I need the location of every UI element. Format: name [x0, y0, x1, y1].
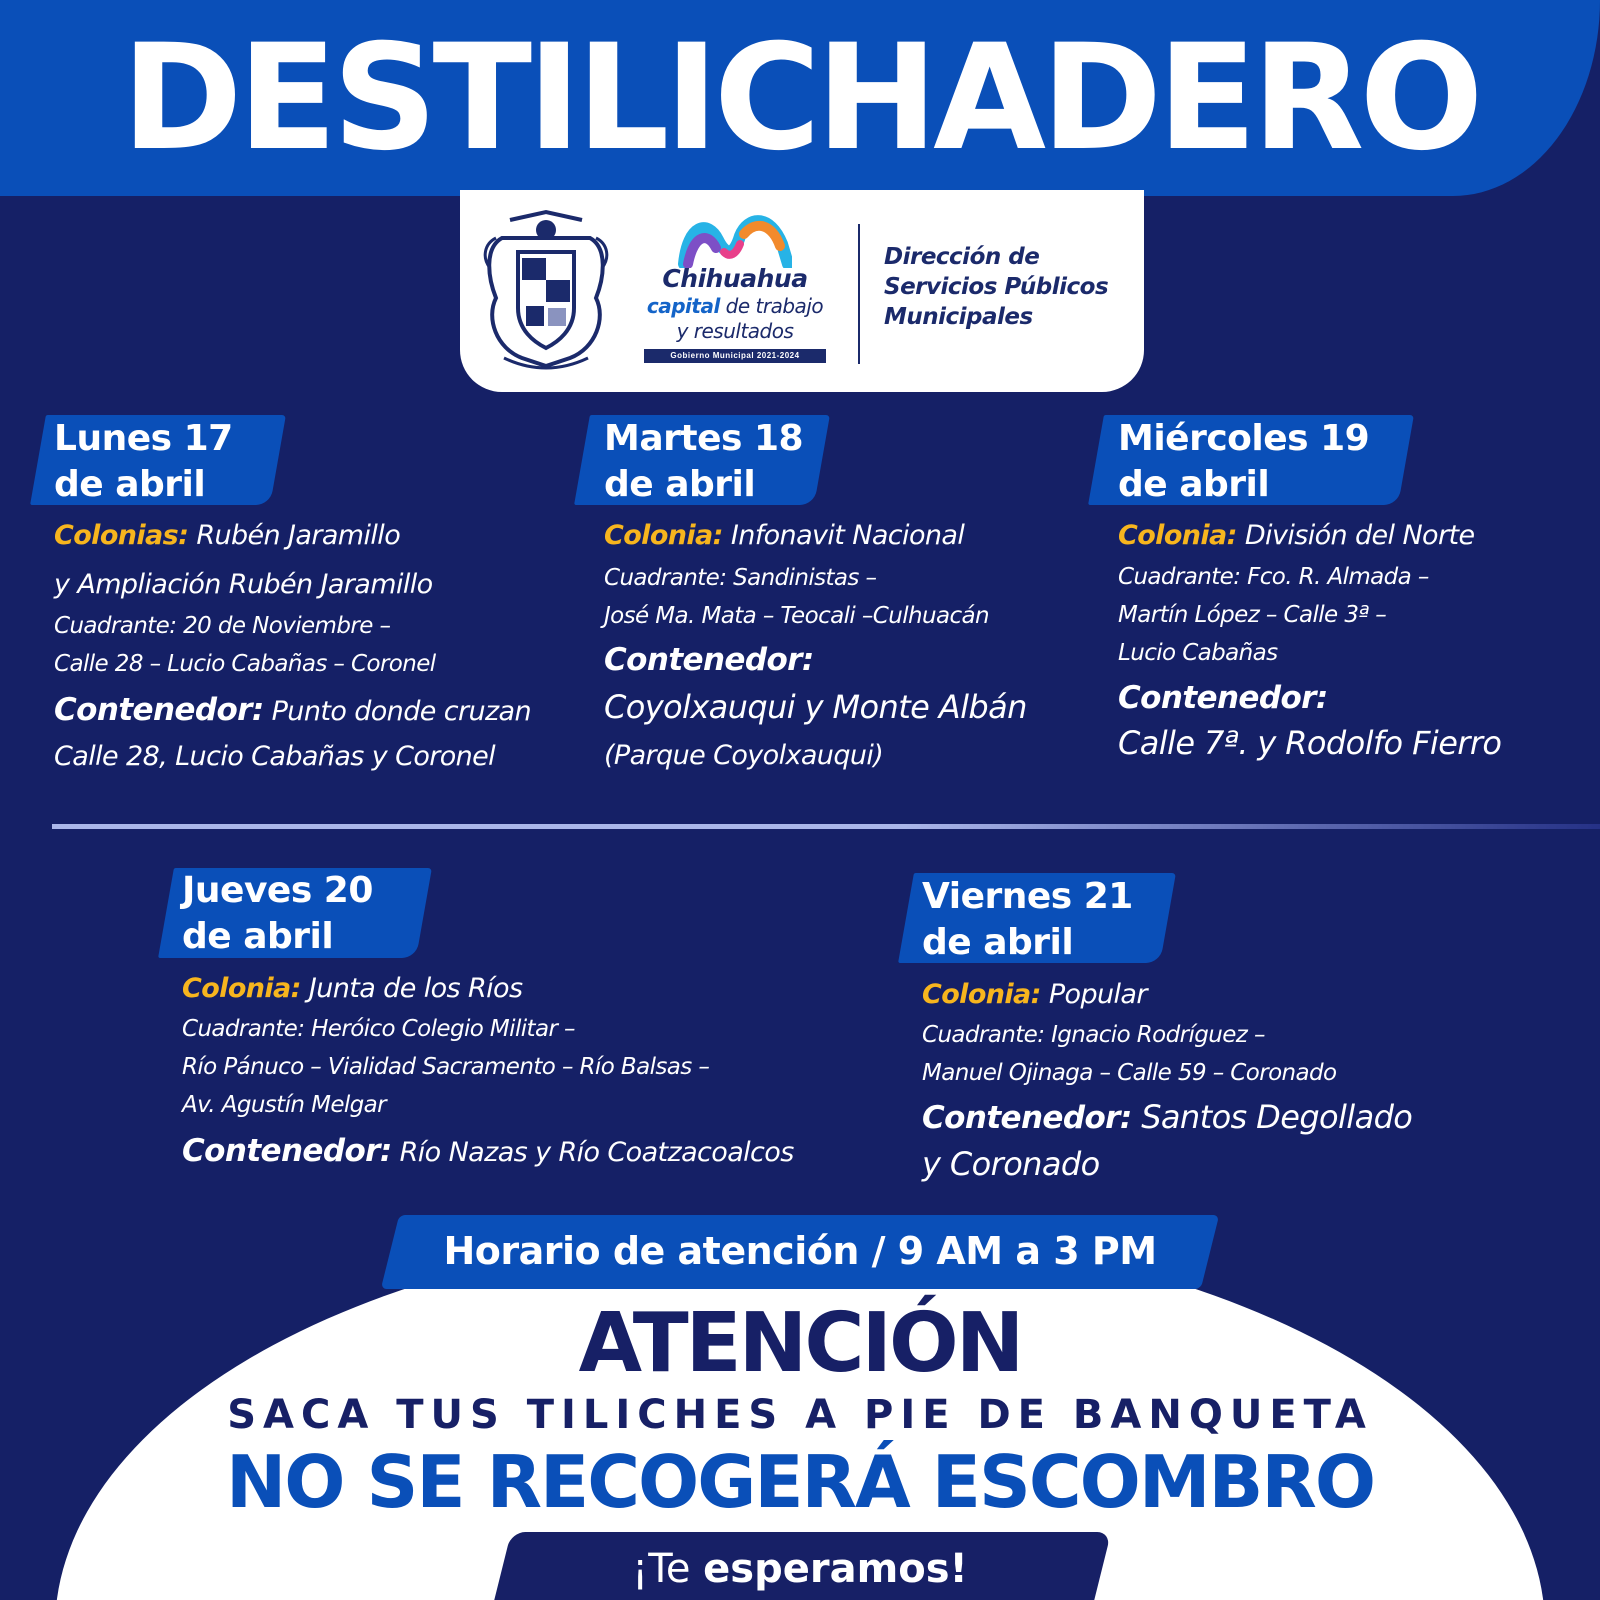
day-label-tuesday-line2: de abril: [604, 464, 756, 505]
thursday-cuadrante-line1: Cuadrante: Heróico Colegio Militar –: [182, 1016, 575, 1042]
colonia-value: Infonavit Nacional: [722, 520, 965, 551]
friday-contenedor-line2: y Coronado: [922, 1145, 1100, 1183]
tuesday-cuadrante-line2: José Ma. Mata – Teocali –Culhuacán: [604, 603, 989, 629]
instruction-text: SACA TUS TILICHES A PIE DE BANQUETA: [227, 1392, 1373, 1438]
monday-colonia: [54, 520, 400, 551]
logo-divider: [858, 224, 860, 364]
page-title: DESTILICHADERO: [121, 13, 1479, 183]
brand-tagline-line1: [623, 294, 847, 318]
tuesday-colonia: [604, 520, 964, 551]
tuesday-cuadrante-line1: Cuadrante: Sandinistas –: [604, 565, 877, 591]
logo-card: [460, 190, 1144, 392]
day-label-wednesday-line2: de abril: [1118, 464, 1270, 505]
monday-cuadrante-line1: Cuadrante: 20 de Noviembre –: [54, 613, 391, 639]
day-label-thursday-line2: de abril: [182, 916, 334, 957]
colonia-value: Popular: [1040, 979, 1147, 1010]
colonia-label: Colonia:: [1118, 520, 1237, 551]
day-label-wednesday-line1: Miércoles 19: [1118, 418, 1370, 459]
thursday-contenedor: [182, 1133, 794, 1169]
brand-tagline-rest: de trabajo: [719, 294, 824, 318]
colonia-label: Colonia:: [182, 973, 301, 1004]
colonia-value: Rubén Jaramillo: [188, 520, 401, 551]
colonia-value: Junta de los Ríos: [300, 973, 523, 1004]
monday-colonia-continued: y Ampliación Rubén Jaramillo: [54, 569, 433, 600]
hours-text: Horario de atención / 9 AM a 3 PM: [443, 1229, 1157, 1273]
section-divider: [52, 824, 1600, 829]
brand-tagline-line2: y resultados: [676, 319, 794, 343]
day-label-tuesday-line1: Martes 18: [604, 418, 804, 459]
contenedor-label: Contenedor:: [182, 1133, 392, 1169]
wednesday-contenedor-line1: Calle 7ª. y Rodolfo Fierro: [1118, 724, 1502, 762]
closing-bold: esperamos!: [703, 1546, 968, 1592]
brand-wave-icon: [678, 214, 792, 268]
day-label-monday-line2: de abril: [54, 464, 206, 505]
monday-contenedor: [54, 692, 531, 728]
friday-contenedor: [922, 1098, 1412, 1136]
wednesday-contenedor-label: Contenedor:: [1118, 680, 1328, 716]
brand-tagline-highlight: capital: [646, 294, 720, 318]
tuesday-contenedor-label: Contenedor:: [604, 642, 814, 678]
thursday-colonia: [182, 973, 522, 1004]
wednesday-colonia: [1118, 520, 1474, 551]
contenedor-label: Contenedor:: [922, 1100, 1132, 1136]
closing-text: [500, 1544, 1100, 1594]
warning-text: NO SE RECOGERÁ ESCOMBRO: [225, 1440, 1375, 1524]
department-line-2: Servicios Públicos: [884, 274, 1109, 300]
colonia-value: División del Norte: [1236, 520, 1475, 551]
monday-contenedor-line2: Calle 28, Lucio Cabañas y Coronel: [54, 741, 496, 772]
wednesday-cuadrante-line2: Martín López – Calle 3ª –: [1118, 602, 1387, 628]
day-label-friday-line2: de abril: [922, 922, 1074, 963]
friday-cuadrante-line2: Manuel Ojinaga – Calle 59 – Coronado: [922, 1060, 1337, 1086]
monday-cuadrante-line2: Calle 28 – Lucio Cabañas – Coronel: [54, 651, 436, 677]
contenedor-value: Santos Degollado: [1131, 1098, 1413, 1136]
contenedor-value: Punto donde cruzan: [263, 696, 532, 727]
day-label-friday-line1: Viernes 21: [922, 876, 1133, 917]
brand-name: Chihuahua: [662, 264, 808, 293]
contenedor-value: Río Nazas y Río Coatzacoalcos: [391, 1137, 794, 1168]
department-line-3: Municipales: [884, 304, 1033, 330]
thursday-cuadrante-line3: Av. Agustín Melgar: [182, 1092, 387, 1118]
attention-heading: ATENCIÓN: [578, 1296, 1022, 1391]
day-label-monday-line1: Lunes 17: [54, 418, 233, 459]
brand-government-strip: Gobierno Municipal 2021-2024: [644, 349, 826, 363]
colonia-label: Colonias:: [54, 520, 189, 551]
department-line-1: Dirección de: [884, 244, 1040, 270]
closing-prefix: ¡Te: [632, 1546, 704, 1592]
friday-colonia: [922, 979, 1147, 1010]
wednesday-cuadrante-line1: Cuadrante: Fco. R. Almada –: [1118, 564, 1429, 590]
wednesday-cuadrante-line3: Lucio Cabañas: [1118, 640, 1278, 666]
colonia-label: Colonia:: [604, 520, 723, 551]
coat-of-arms-logo: [482, 208, 610, 370]
friday-cuadrante-line1: Cuadrante: Ignacio Rodríguez –: [922, 1022, 1265, 1048]
tuesday-contenedor-line2: (Parque Coyolxauqui): [604, 740, 884, 771]
day-label-thursday-line1: Jueves 20: [182, 870, 373, 911]
tuesday-contenedor-line1: Coyolxauqui y Monte Albán: [604, 688, 1027, 726]
colonia-label: Colonia:: [922, 979, 1041, 1010]
thursday-cuadrante-line2: Río Pánuco – Vialidad Sacramento – Río Balsas –: [182, 1054, 710, 1080]
contenedor-label: Contenedor:: [54, 692, 264, 728]
